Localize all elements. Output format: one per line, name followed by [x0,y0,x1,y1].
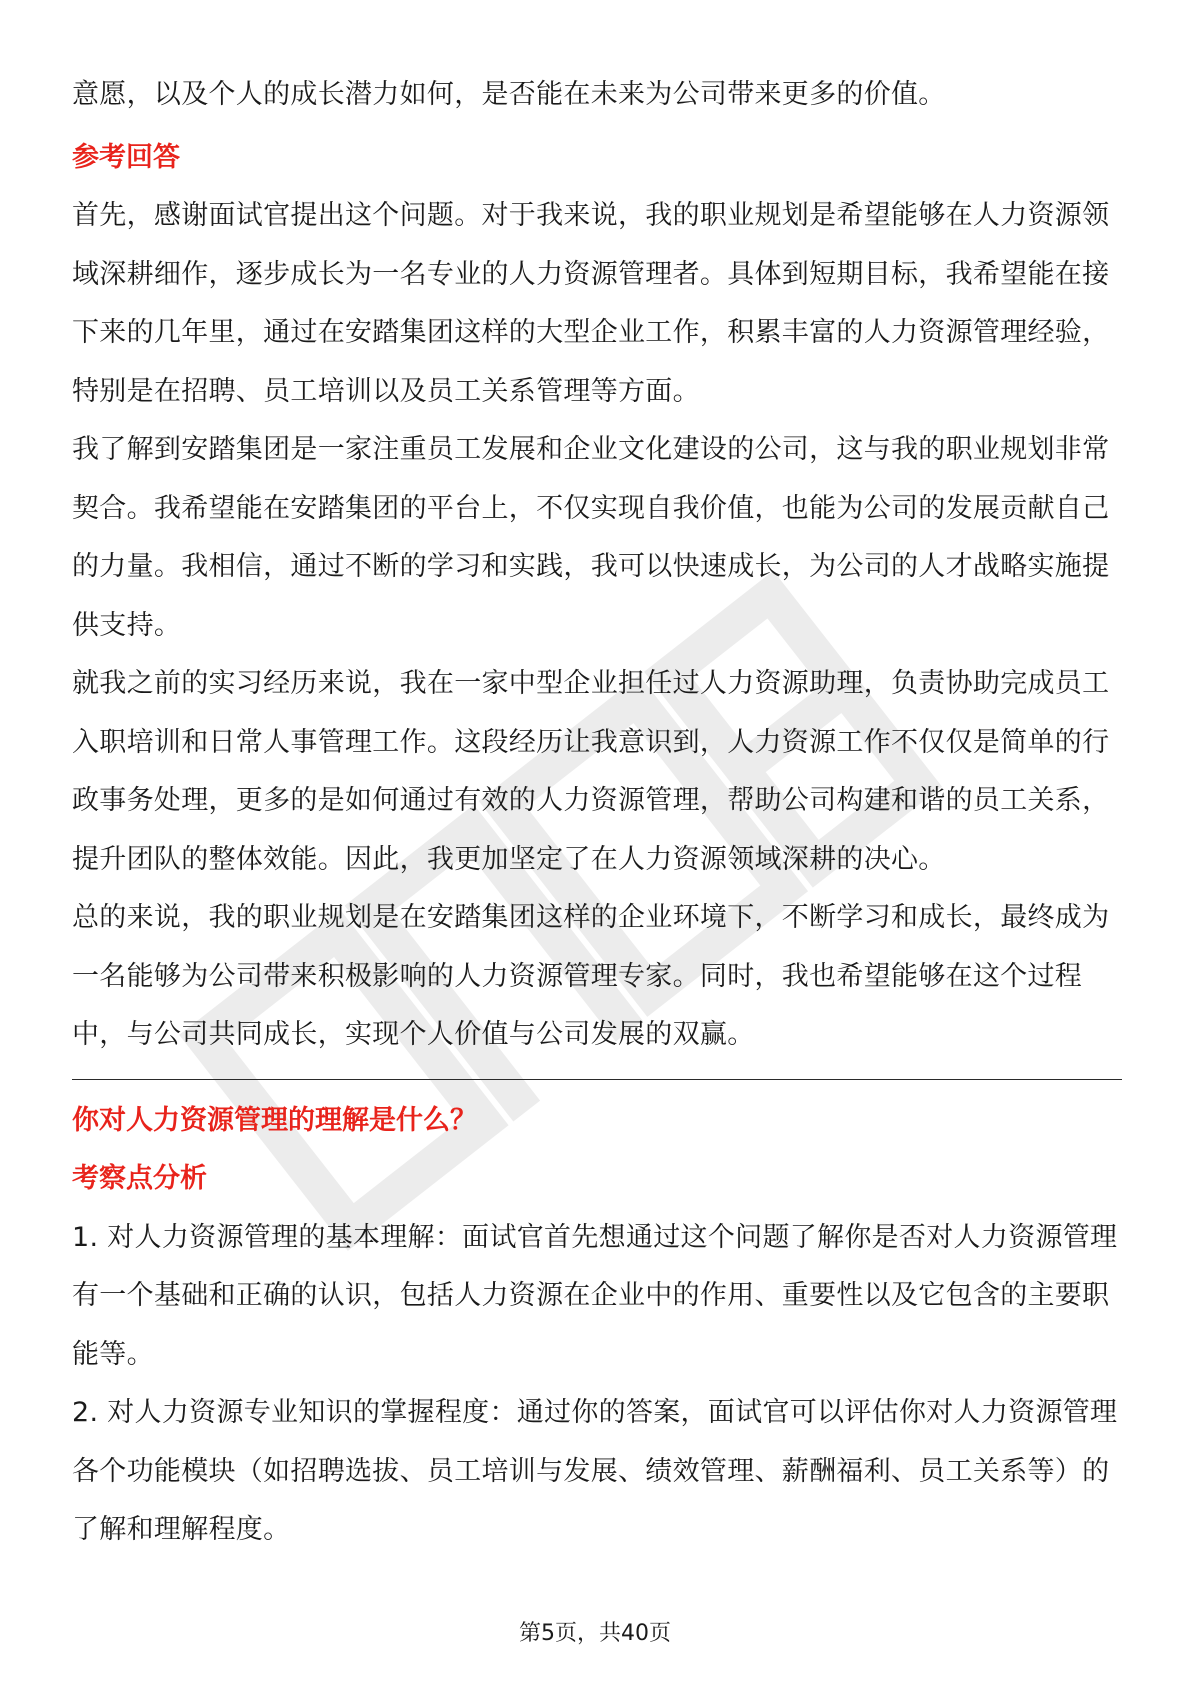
analysis-heading: 考察点分析 [72,1163,207,1194]
analysis-point-1: 1. 对人力资源管理的基本理解：面试官首先想通过这个问题了解你是否对人力资源管理有一个基础和正确的认识，包括人力资源在企业中的作用、重要性以及它包含的主要职能等。 [72,1221,1118,1370]
answer-paragraph-3: 就我之前的实习经历来说，我在一家中型企业担任过人力资源助理，负责协助完成员工入职培训和日常人事管理工作。这段经历让我意识到，人力资源工作不仅仅是简单的行政事务处理，更多的是如何通过有效的人力资源管理，帮助公司构建和谐的员工关系，提升团队的整体效能。因此，我更加坚定了在人力资源领域深耕的决心。 [72,668,1110,875]
page-footer: 第5页，共40页 [519,1621,671,1646]
answer-paragraph-2: 我了解到安踏集团是一家注重员工发展和企业文化建设的公司，这与我的职业规划非常契合。我希望能在安踏集团的平台上，不仅实现自我价值，也能为公司的发展贡献自己的力量。我相信，通过不断的学习和实践，我可以快速成长，为公司的人才战略实施提供支持。 [72,434,1110,641]
answer-paragraph-4: 总的来说，我的职业规划是在安踏集团这样的企业环境下，不断学习和成长，最终成为一名能够为公司带来积极影响的人力资源管理专家。同时，我也希望能够在这个过程中，与公司共同成长，实现个人价值与公司发展的双赢。 [72,902,1110,1050]
answer-paragraph-1: 首先，感谢面试官提出这个问题。对于我来说，我的职业规划是希望能够在人力资源领域深耕细作，逐步成长为一名专业的人力资源管理者。具体到短期目标，我希望能在接下来的几年里，通过在安踏集团这样的大型企业工作，积累丰富的人力资源管理经验，特别是在招聘、员工培训以及员工关系管理等方面。 [72,200,1110,407]
intro-tail-paragraph: 意愿，以及个人的成长潜力如何，是否能在未来为公司带来更多的价值。 [72,79,946,110]
analysis-point-2: 2. 对人力资源专业知识的掌握程度：通过你的答案，面试官可以评估你对人力资源管理各个功能模块（如招聘选拔、员工培训与发展、绩效管理、薪酬福利、员工关系等）的了解和理解程度。 [72,1397,1118,1545]
document-page [72,66,1122,1560]
section-divider [72,1079,1122,1080]
question-title: 你对人力资源管理的理解是什么？ [72,1104,477,1136]
answer-heading: 参考回答 [72,141,180,173]
